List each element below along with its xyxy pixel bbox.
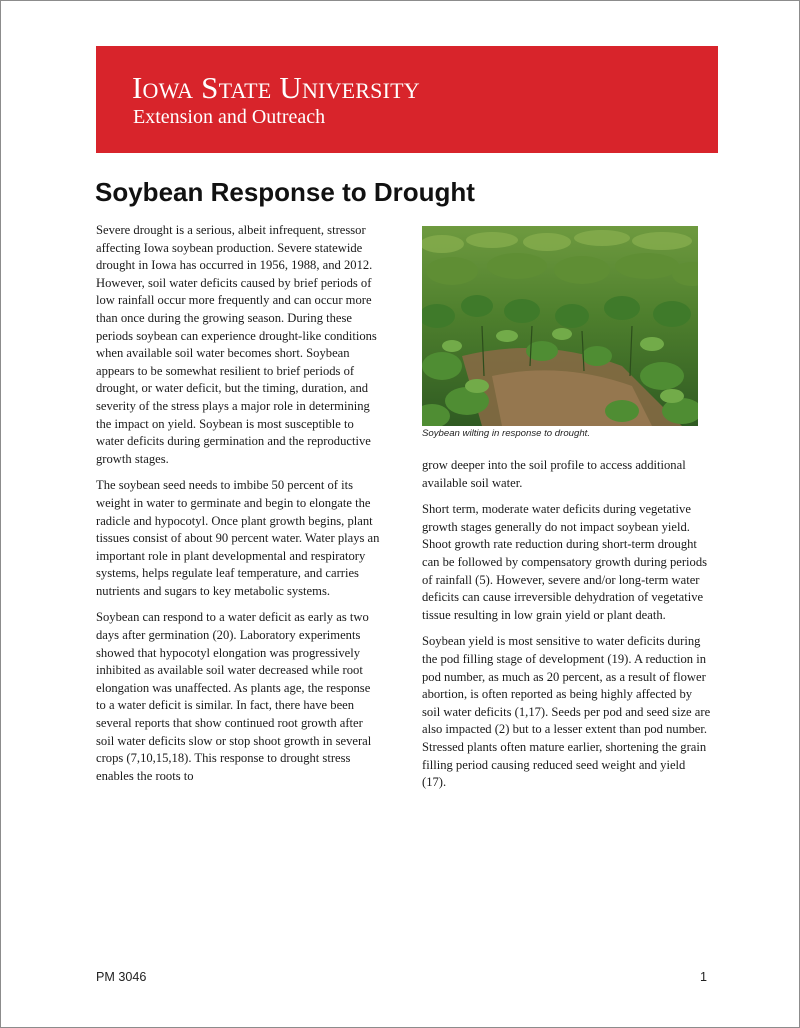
soybean-field-illustration: [422, 226, 698, 426]
paragraph: The soybean seed needs to imbibe 50 percent of its weight in water to germinate and begin to elongate the radicle and hypocotyl. Once plant growth begins, plant tissues consist of about 90 percent water. Water plays an important role in plant developmental and respiratory systems, helps regulate leaf temperature, and carries nutrients and sugars to key metabolic systems.: [96, 478, 380, 598]
paragraph: Severe drought is a serious, albeit infrequent, stressor affecting Iowa soybean production. Severe statewide drought in Iowa has occurred in 1956, 1988, and 2012. However, soil water deficits caused by brief periods of low rainfall occur more frequently and can occur more than once during the growing season. During these periods soybean can experience drought-like conditions when available soil water becomes short. Soybean appears to be somewhat resilient to brief periods of drought, or water deficit, but the timing, duration, and severity of the stress plays a major role in determining the impact on yield. Soybean is most susceptible to water deficits during germination and the reproductive growth stages.: [96, 223, 377, 466]
university-logo-text[interactable]: Iowa State University: [132, 70, 420, 105]
right-column: [422, 457, 712, 801]
page-number: 1: [700, 970, 708, 984]
paragraph: grow deeper into the soil profile to access additional available soil water.: [422, 458, 686, 490]
page-title: Soybean Response to Drought: [95, 177, 475, 207]
document-id: PM 3046: [96, 970, 147, 984]
soybean-field-photo: [422, 226, 698, 426]
left-column: [96, 222, 380, 794]
paragraph: Soybean yield is most sensitive to water deficits during the pod filling stage of development (19). A reduction in pod number, as much as 20 percent, as a result of flower abortion, is often reported as being highly affected by soil water deficits (1,17). Seeds per pod and seed size are also impacted (2) but to a lesser extent than pod number. Stressed plants often mature earlier, shortening the grain filling period causing reduced seed weight and yield (17).: [422, 634, 711, 790]
photo-caption: Soybean wilting in response to drought.: [422, 428, 590, 439]
header-banner: [96, 46, 718, 153]
paragraph: Short term, moderate water deficits during vegetative growth stages generally do not impact soybean yield. Shoot growth rate reduction during short-term drought can be followed by compensatory growth during periods of rainfall (5). However, severe and/or long-term water deficits can cause irreversible dehydration of vegetative tissue resulting in low grain yield or plant death.: [422, 502, 708, 622]
extension-subtitle: Extension and Outreach: [133, 106, 326, 128]
paragraph: Soybean can respond to a water deficit as early as two days after germination (20). Laboratory experiments showed that hypocotyl elongation was progressively inhibited as available soil water decreased while root elongation was unaffected. As plants age, the response to a water deficit is similar. In fact, there have been several reports that show continued root growth after soil water deficits slow or stop shoot growth in several crops (7,10,15,18). This response to drought stress enables the roots to: [96, 610, 372, 783]
